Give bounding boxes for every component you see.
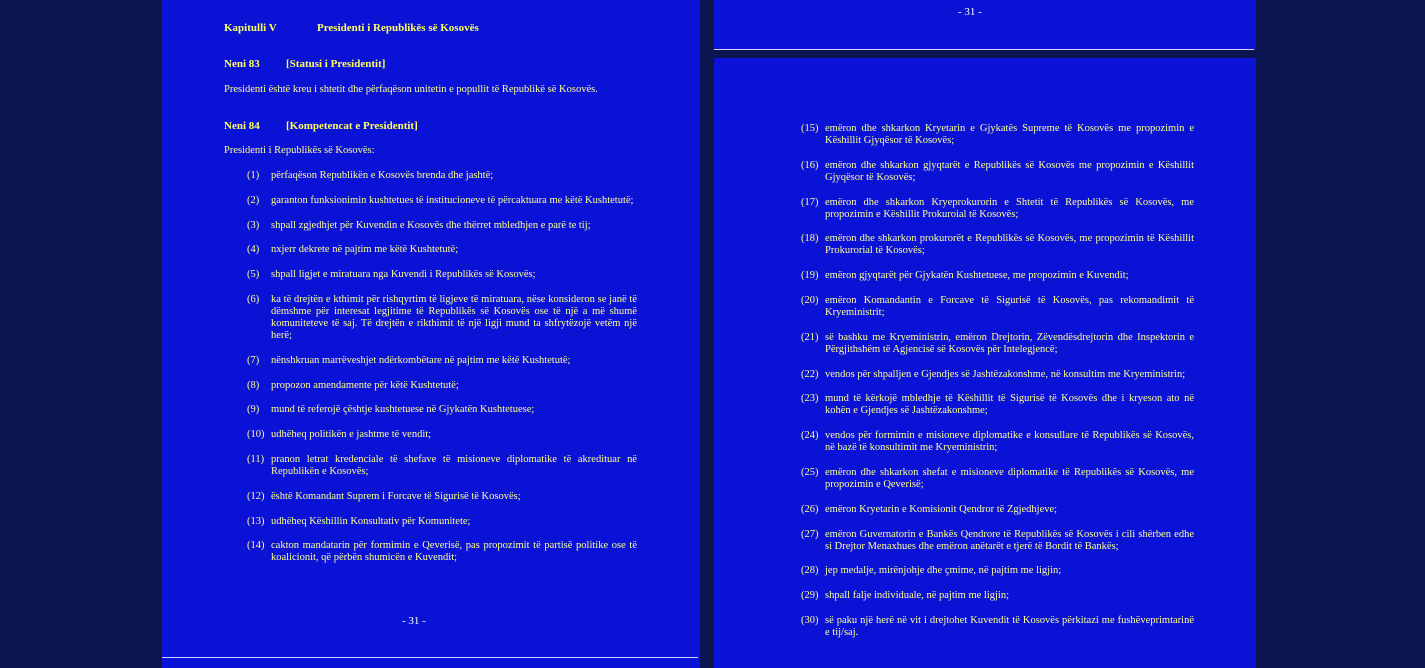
item-text: së paku një herë në vit i drejtohet Kuvendit të Kosovës përkitazi me fushëveprimtarinë e tij/saj. — [825, 614, 1194, 638]
item-text: nënshkruan marrëveshjet ndërkombëtare në pajtim me këtë Kushtetutë; — [271, 354, 571, 366]
item-number: (27) — [801, 528, 819, 540]
list-item — [247, 269, 637, 281]
item-text: emëron dhe shkarkon Kryetarin e Gjykatës Supreme të Kosovës me propozimin e Këshillit Gjyqësor të Kosovës; — [825, 123, 1194, 146]
item-number: (10) — [247, 429, 265, 441]
page-number-right-top: - 31 - — [958, 6, 982, 18]
item-text: emëron dhe shkarkon Kryeprokurorin e Shtetit të Republikës së Kosovës, me propozimin e Këshillit Prokuroial të Kosovës; — [825, 196, 1194, 220]
item-number: (11) — [247, 453, 265, 465]
item-number: (17) — [801, 196, 819, 208]
item-text: emëron dhe shkarkon shefat e misioneve diplomatike të Republikës së Kosovës, me propozimin e Qeverisë; — [825, 466, 1194, 490]
list-item — [801, 565, 1194, 577]
item-number: (13) — [247, 515, 265, 527]
item-text: vendos për shpalljen e Gjendjes së Jashtëzakonshme, në konsultim me Kryeministrin; — [825, 368, 1186, 380]
chapter-title: Presidenti i Republikës së Kosovës — [317, 22, 479, 34]
item-number: (28) — [801, 565, 819, 577]
item-number: (29) — [801, 590, 819, 602]
item-text: së bashku me Kryeministrin, emëron Drejtorin, Zëvendësdrejtorin dhe Inspektorin e Përgjithshëm të Agjencisë së Kosovës për Intelegjencë; — [825, 331, 1194, 355]
item-text: jep medalje, mirënjohje dhe çmime, në pajtim me ligjin; — [825, 565, 1062, 577]
item-number: (5) — [247, 269, 260, 281]
item-text: emëron dhe shkarkon gjyqtarët e Republikës së Kosovës me propozimin e Këshillit Gjyqësor të Kosovës; — [825, 159, 1194, 183]
item-number: (4) — [247, 244, 260, 256]
item-text: përfaqëson Republikën e Kosovës brenda dhe jashtë; — [271, 170, 494, 181]
item-text: shpall falje individuale, në pajtim me ligjin; — [825, 590, 1010, 602]
list-item — [247, 244, 637, 256]
item-number: (30) — [801, 614, 819, 626]
item-text: garanton funksionimin kushtetues të institucioneve të përcaktuara me këtë Kushtetutë; — [271, 194, 634, 206]
list-item — [247, 380, 637, 392]
item-number: (12) — [247, 490, 265, 502]
list-item — [247, 355, 637, 367]
item-number: (8) — [247, 379, 260, 391]
item-number: (1) — [247, 170, 260, 181]
item-number: (26) — [801, 503, 819, 515]
list-item — [247, 404, 637, 416]
list-item — [801, 197, 1194, 221]
item-text: emëron gjyqtarët për Gjykatën Kushtetuese, me propozimin e Kuvendit; — [825, 270, 1129, 282]
item-text: emëron Komandantin e Forcave të Sigurisë të Kosovës, pas rekomandimit të Kryeministrit; — [825, 294, 1194, 318]
item-text: udhëheq Këshillin Konsultativ për Komunitete; — [271, 515, 471, 527]
item-number: (9) — [247, 404, 260, 416]
item-number: (22) — [801, 368, 819, 380]
list-item — [247, 429, 637, 441]
right-page — [714, 58, 1256, 668]
item-number: (2) — [247, 194, 260, 206]
list-item — [247, 540, 637, 564]
item-number: (15) — [801, 123, 819, 134]
item-number: (14) — [247, 540, 265, 552]
item-text: vendos për formimin e misioneve diplomatike e konsullare të Republikës së Kosovës, në bazë të konsultimit me Kryeministrin; — [825, 430, 1194, 454]
page-divider-right — [714, 49, 1254, 50]
list-item — [801, 123, 1194, 147]
item-text: emëron dhe shkarkon prokurorët e Republikës së Kosovës, me propozimin të Këshillit Prokurorial të Kosovës; — [825, 233, 1194, 257]
item-number: (16) — [801, 159, 819, 171]
item-text: mund të kërkojë mbledhje të Këshillit të Sigurisë të Kosovës dhe i kryeson ato në kohën e Gjendjes së Jashtëzakonshme; — [825, 393, 1194, 417]
item-number: (21) — [801, 331, 819, 343]
item-text: shpall zgjedhjet për Kuvendin e Kosovës dhe thërret mbledhjen e parë te tij; — [271, 219, 591, 231]
page-number-left: - 31 - — [402, 615, 426, 627]
item-number: (7) — [247, 354, 260, 366]
item-number: (6) — [247, 293, 260, 305]
item-text: cakton mandatarin për formimin e Qeverisë, pas propozimit të partisë politike ose të koalicionit, që përbën shumicën e Kuvendit; — [271, 540, 637, 564]
item-number: (23) — [801, 393, 819, 405]
list-item — [247, 170, 637, 182]
list-item — [801, 529, 1194, 553]
list-item — [801, 504, 1194, 516]
item-number: (18) — [801, 233, 819, 245]
item-text: emëron Guvernatorin e Bankës Qendrore të Republikës së Kosovës i cili shërben edhe si Drejtor Menaxhues dhe emëron anëtarët e tjerë të Bordit të Bankës; — [825, 528, 1194, 552]
list-item — [247, 516, 637, 528]
list-item — [801, 467, 1194, 491]
list-item — [801, 270, 1194, 282]
item-number: (25) — [801, 466, 819, 478]
list-item — [247, 195, 637, 207]
list-item — [247, 454, 637, 478]
list-item — [801, 615, 1194, 639]
list-item — [247, 294, 637, 342]
list-item — [801, 393, 1194, 417]
list-item — [801, 233, 1194, 257]
item-number: (3) — [247, 219, 260, 231]
item-text: emëron Kryetarin e Komisionit Qendror të Zgjedhjeve; — [825, 503, 1058, 515]
left-page — [162, 0, 700, 668]
competences-list-left — [247, 170, 637, 577]
article-83-title: [Statusi i Presidentit] — [286, 58, 386, 70]
item-number: (24) — [801, 430, 819, 442]
list-item — [801, 295, 1194, 319]
item-text: udhëheq politikën e jashtme të vendit; — [271, 429, 432, 441]
list-item — [801, 590, 1194, 602]
item-number: (19) — [801, 270, 819, 282]
list-item — [801, 332, 1194, 356]
item-text: ka të drejtën e kthimit për rishqyrtim të ligjeve të miratuara, nëse konsideron se janë të dëmshme për interesat legjitime të Republikës së Kosovës ose të një a më shumë komuniteteve të saj. Të drejtën e rikthimit të një ligji mund ta shfrytëzojë vetëm një herë; — [271, 293, 637, 341]
article-83-label: Neni 83 — [224, 58, 260, 70]
list-item — [801, 160, 1194, 184]
list-item — [247, 491, 637, 503]
competences-list-right — [801, 123, 1194, 652]
item-text: është Komandant Suprem i Forcave të Sigurisë të Kosovës; — [271, 490, 521, 502]
list-item — [801, 430, 1194, 454]
list-item — [247, 220, 637, 232]
list-item — [801, 369, 1194, 381]
item-text: pranon letrat kredenciale të shefave të misioneve diplomatike të akredituar në Republikën e Kosovës; — [271, 453, 637, 477]
chapter-label: Kapitulli V — [224, 22, 277, 34]
right-page-top — [714, 0, 1256, 50]
article-83-text: Presidenti është kreu i shtetit dhe përfaqëson unitetin e popullit të Republikë së Kosovës. — [224, 84, 598, 95]
page-divider-left — [162, 657, 698, 658]
item-number: (20) — [801, 294, 819, 306]
item-text: nxjerr dekrete në pajtim me këtë Kushtetutë; — [271, 244, 459, 256]
article-84-title: [Kompetencat e Presidentit] — [286, 120, 418, 132]
article-84-intro: Presidenti i Republikës së Kosovës: — [224, 145, 375, 156]
item-text: mund të referojë çështje kushtetuese në Gjykatën Kushtetuese; — [271, 404, 535, 416]
item-text: shpall ligjet e miratuara nga Kuvendi i Republikës së Kosovës; — [271, 269, 536, 281]
item-text: propozon amendamente për këtë Kushtetutë; — [271, 379, 459, 391]
article-84-label: Neni 84 — [224, 120, 260, 132]
